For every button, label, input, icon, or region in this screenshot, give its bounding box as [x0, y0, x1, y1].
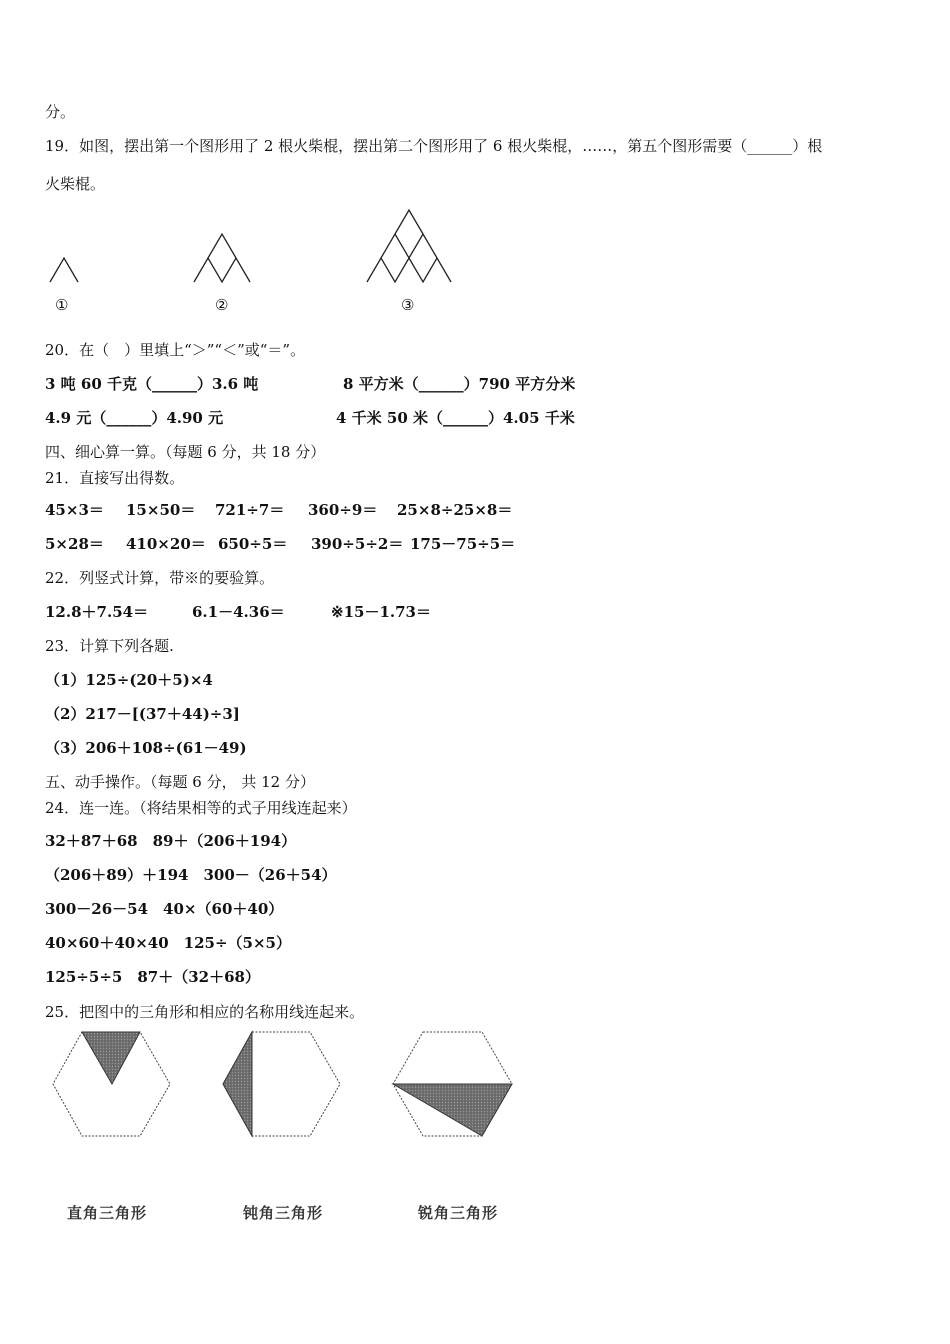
- q21-item: 175－75÷5＝: [410, 535, 516, 553]
- label-right-triangle: 直角三角形: [67, 1204, 148, 1222]
- q21-item: 25×8÷25×8＝: [397, 501, 513, 519]
- q20-item: 4 千米 50 米（______）4.05 千米: [336, 409, 575, 427]
- q23-text: 23．计算下列各题.: [45, 637, 174, 655]
- q20-text: 20．在（ ）里填上“＞”“＜”或“＝”。: [45, 341, 306, 359]
- hexagon-triangle-figures: [0, 1020, 540, 1150]
- q21-item: 390÷5÷2＝: [311, 535, 404, 553]
- q22-item: ※15－1.73＝: [331, 603, 431, 621]
- q24-row-5: 125÷5÷5 87＋（32＋68）: [45, 968, 260, 986]
- q23-item-1: （1）125÷(20＋5)×4: [45, 671, 213, 689]
- label-acute-triangle: 锐角三角形: [418, 1204, 499, 1222]
- q21-item: 721÷7＝: [215, 501, 285, 519]
- q20-item: 3 吨 60 千克（______）3.6 吨: [45, 375, 259, 393]
- figure-label-2: ②: [215, 296, 229, 314]
- q24-text: 24．连一连。（将结果相等的式子用线连起来）: [45, 799, 357, 817]
- q24-row-1: 32＋87＋68 89＋（206＋194）: [45, 832, 297, 850]
- q24-row-4: 40×60＋40×40 125÷（5×5）: [45, 934, 291, 952]
- q22-item: 6.1－4.36＝: [192, 603, 285, 621]
- q25-text: 25．把图中的三角形和相应的名称用线连起来。: [45, 1003, 365, 1021]
- q22-item: 12.8＋7.54＝: [45, 603, 149, 621]
- q21-item: 5×28＝: [45, 535, 104, 553]
- q23-item-2: （2）217－[(37＋44)÷3]: [45, 705, 240, 723]
- q21-item: 410×20＝: [126, 535, 206, 553]
- q20-item: 8 平方米（______）790 平方分米: [343, 375, 576, 393]
- section-4-heading: 四、细心算一算。（每题 6 分，共 18 分）: [45, 443, 326, 461]
- matchstick-figures: [0, 200, 500, 290]
- q21-item: 360÷9＝: [308, 501, 378, 519]
- section-5-heading: 五、动手操作。（每题 6 分， 共 12 分）: [45, 773, 315, 791]
- figure-label-3: ③: [401, 296, 415, 314]
- q24-row-3: 300－26－54 40×（60＋40）: [45, 900, 284, 918]
- q19-text-cont: 火柴棍。: [45, 175, 106, 193]
- figure-label-1: ①: [55, 296, 69, 314]
- q19-text: 19．如图，摆出第一个图形用了 2 根火柴棍，摆出第二个图形用了 6 根火柴棍，……，第五个图形需要（______）根: [45, 137, 823, 155]
- q21-item: 15×50＝: [126, 501, 196, 519]
- q22-text: 22．列竖式计算，带※的要验算。: [45, 569, 275, 587]
- q24-row-2: （206＋89）＋194 300－（26＋54）: [45, 866, 337, 884]
- q21-item: 45×3＝: [45, 501, 104, 519]
- q21-item: 650÷5＝: [218, 535, 288, 553]
- q20-item: 4.9 元（______）4.90 元: [45, 409, 224, 427]
- q23-item-3: （3）206＋108÷(61－49): [45, 739, 247, 757]
- label-obtuse-triangle: 钝角三角形: [243, 1204, 324, 1222]
- line-fen: 分。: [45, 103, 76, 121]
- q21-text: 21．直接写出得数。: [45, 469, 185, 487]
